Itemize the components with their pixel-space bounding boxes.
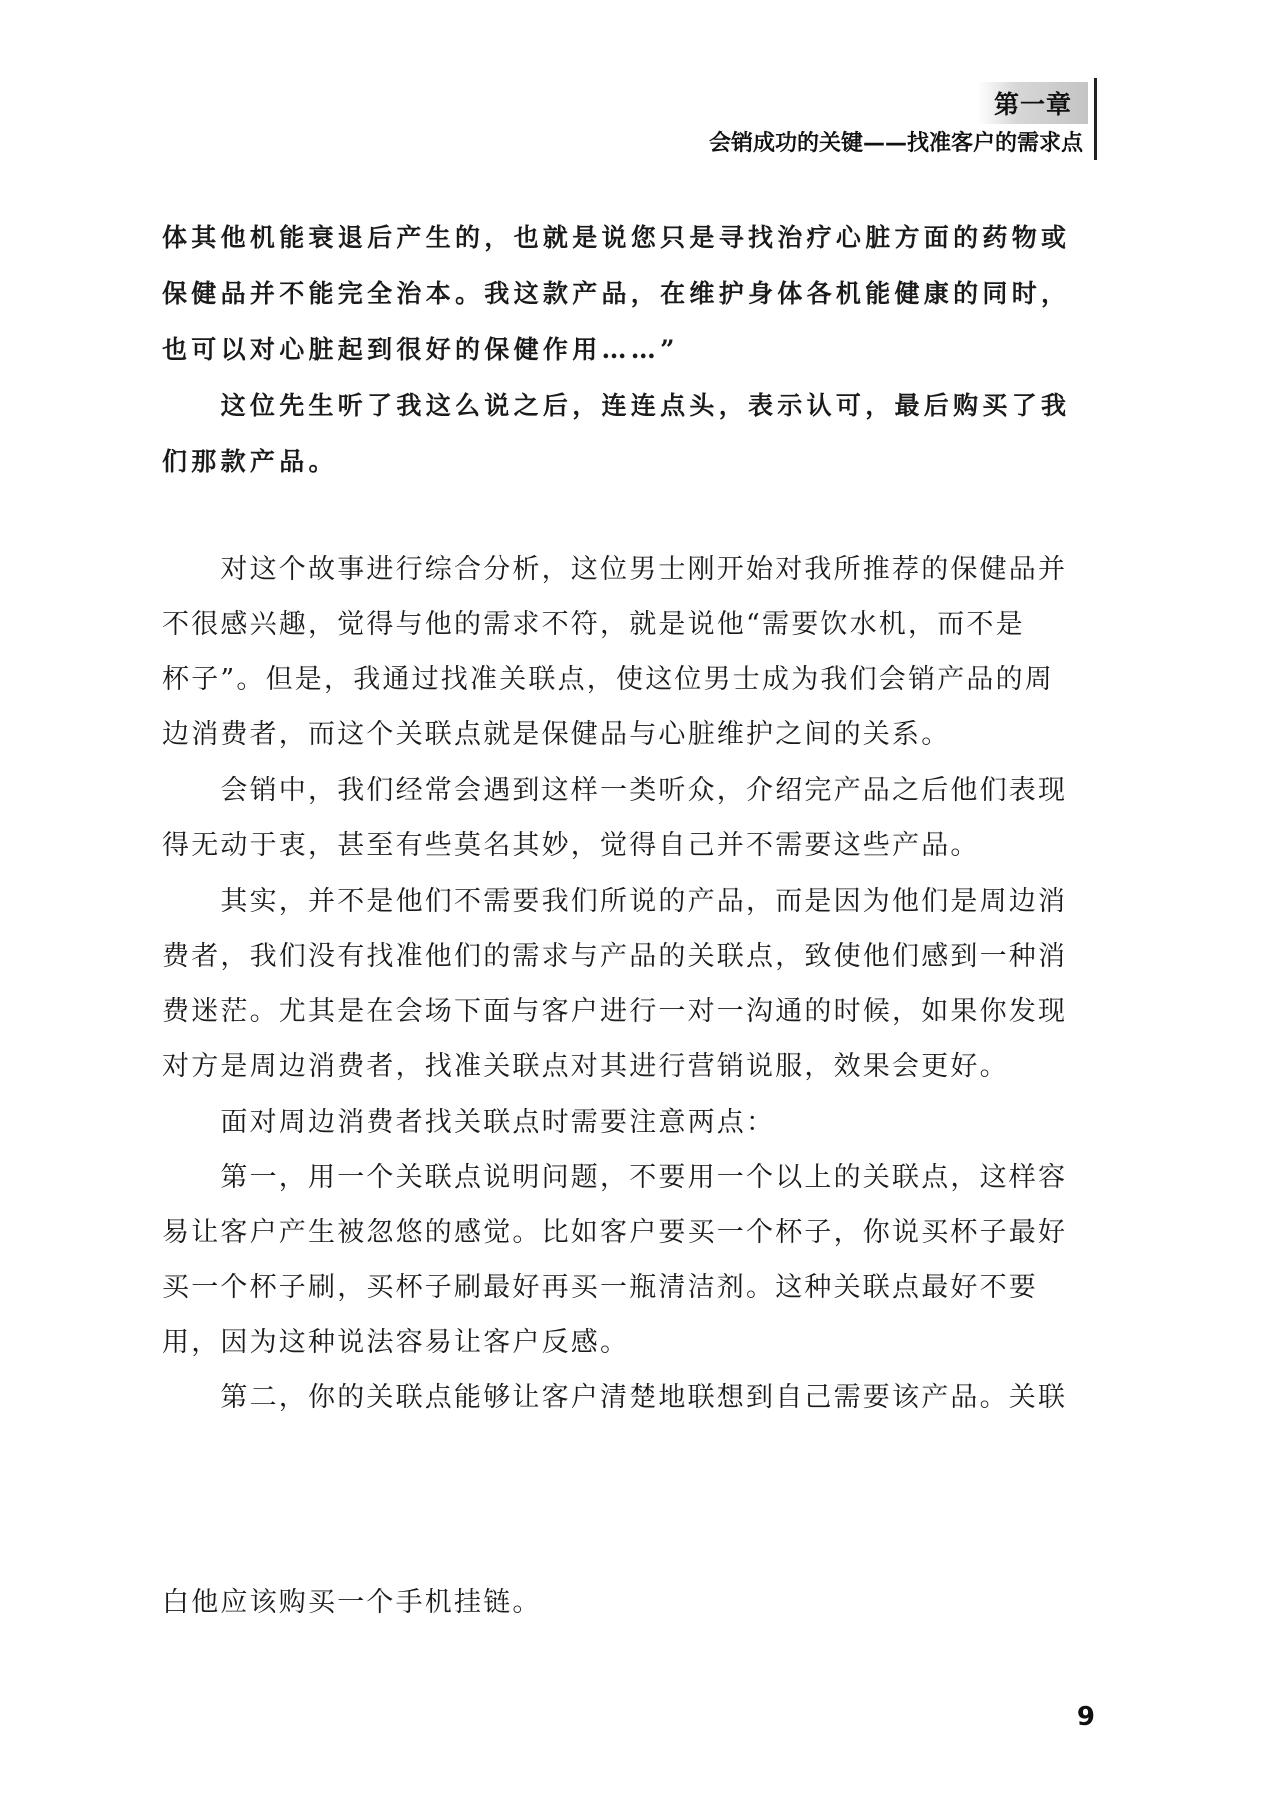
body-line: 用，因为这种说法容易让客户反感。 (162, 1327, 630, 1358)
story-line: 体其他机能衰退后产生的，也就是说您只是寻找治疗心脏方面的药物或 (162, 223, 1071, 252)
body-line: 其实，并不是他们不需要我们所说的产品，而是因为他们是周边消 (162, 886, 1068, 917)
body-line: 面对周边消费者找关联点时需要注意两点： (162, 1107, 776, 1138)
body-line: 易让客户产生被忽悠的感觉。比如客户要买一个杯子，你说买杯子最好 (162, 1217, 1068, 1248)
story-line: 保健品并不能完全治本。我这款产品，在维护身体各机能健康的同时， (162, 279, 1071, 308)
story-line: 这位先生听了我这么说之后，连连点头，表示认可，最后购买了我 (162, 391, 1071, 420)
section-title: 会销成功的关键——找准客户的需求点 (708, 131, 1083, 156)
chapter-label: 第一章 (978, 82, 1088, 124)
header-divider (1094, 78, 1097, 160)
body-line: 得无动于衷，甚至有些莫名其妙，觉得自己并不需要这些产品。 (162, 830, 980, 861)
body-line: 不很感兴趣，觉得与他的需求不符，就是说他“需要饮水机，而不是 (162, 609, 1025, 640)
story-line: 们那款产品。 (162, 447, 338, 476)
body-line: 费者，我们没有找准他们的需求与产品的关联点，致使他们感到一种消 (162, 941, 1068, 972)
body-line: 费迷茫。尤其是在会场下面与客户进行一对一沟通的时候，如果你发现 (162, 996, 1068, 1027)
body-line: 对这个故事进行综合分析，这位男士刚开始对我所推荐的保健品并 (162, 554, 1068, 585)
page-number: 9 (1076, 1702, 1095, 1732)
body-line: 会销中，我们经常会遇到这样一类听众，介绍完产品之后他们表现 (162, 775, 1068, 806)
body-line: 买一个杯子刷，买杯子刷最好再买一瓶清洁剂。这种关联点最好不要 (162, 1272, 1038, 1303)
body-line: 第一，用一个关联点说明问题，不要用一个以上的关联点，这样容 (162, 1162, 1068, 1193)
body-line: 边消费者，而这个关联点就是保健品与心脏维护之间的关系。 (162, 719, 951, 750)
body-line: 对方是周边消费者，找准关联点对其进行营销说服，效果会更好。 (162, 1051, 1009, 1082)
body-line-tail: 白他应该购买一个手机挂链。 (162, 1587, 542, 1618)
body-line: 第二，你的关联点能够让客户清楚地联想到自己需要该产品。关联 (162, 1382, 1068, 1413)
story-line: 也可以对心脏起到很好的保健作用……” (162, 335, 679, 364)
body-line: 杯子”。但是，我通过找准关联点，使这位男士成为我们会销产品的周 (162, 664, 1055, 695)
